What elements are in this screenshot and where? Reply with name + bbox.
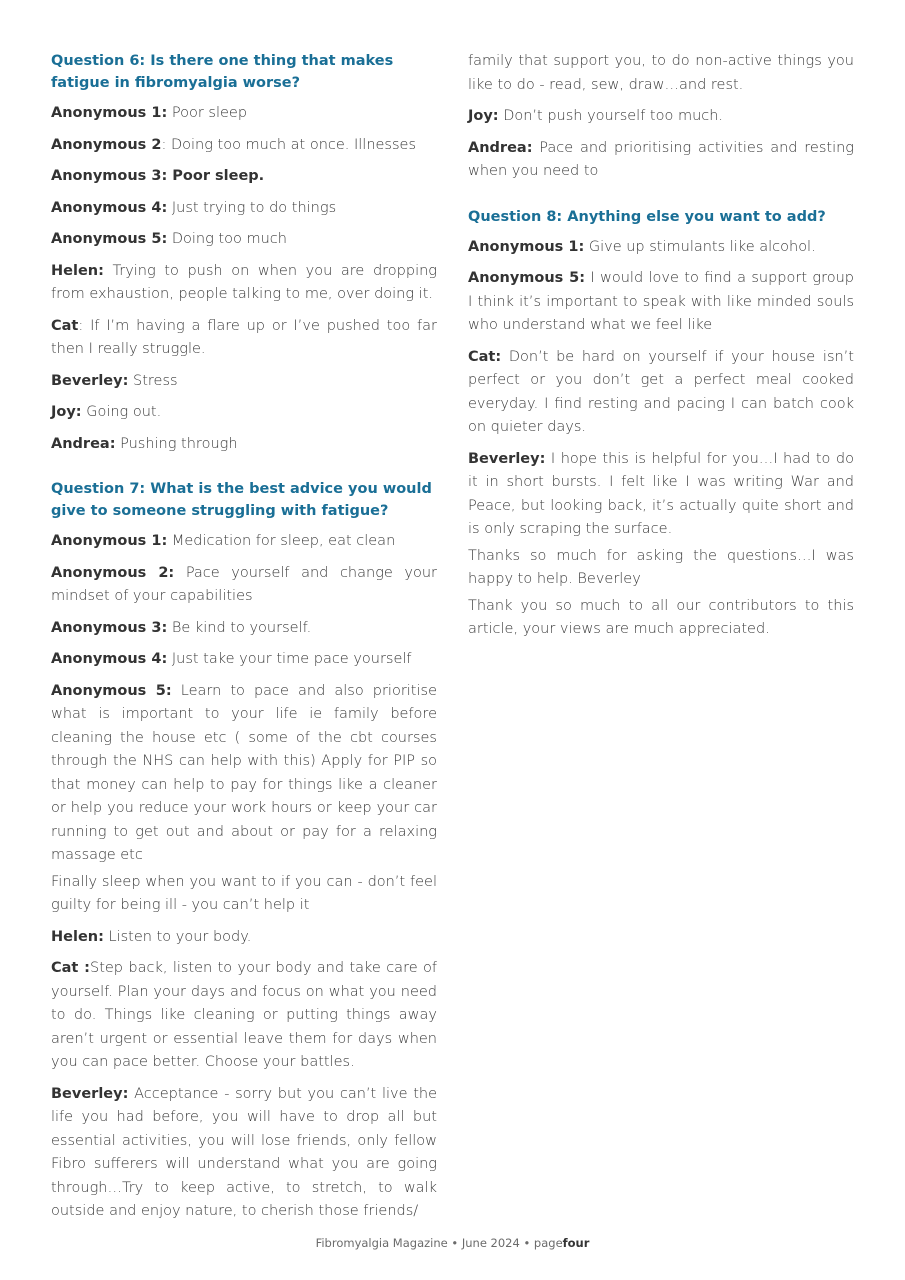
answer-text: Thank you so much to all our contributors to this article, your views are much appreciated.: [468, 597, 854, 637]
respondent-name: Anonymous 4:: [51, 651, 168, 667]
answer-text: Stress: [128, 372, 178, 389]
question-8-heading: Question 8: Anything else you want to add?: [468, 208, 826, 225]
answer-paragraph: [468, 346, 854, 440]
respondent-name: Beverley:: [51, 1085, 129, 1102]
respondent-name: Andrea:: [51, 435, 116, 452]
respondent-name: Beverley:: [468, 450, 546, 467]
question-6-heading: Question 6: Is there one thing that makes fatigue in fibromyalgia worse?: [51, 53, 394, 91]
answer-text: Don’t be hard on yourself if your house isn’t perfect or you don’t get a perfect meal cooked everyday. I find resting and pacing I can batch cook on quieter days.: [468, 348, 854, 435]
answer-text: Just take your time pace yourself: [167, 651, 412, 667]
respondent-name: Helen:: [51, 928, 104, 945]
respondent-name: Beverley:: [51, 372, 129, 389]
answer-text: I hope this is helpful for you…I had to do it in short bursts. I felt like I was writing War and Peace, but looking back, it’s actually quite short and is only scraping the surface.: [468, 450, 854, 537]
answer-text: Step back, listen to your body and take care of yourself. Plan your days and focus on what you need to do. Things like cleaning or putting things away aren’t urgent or essential leave them for days when you can pace better. Choose your battles.: [51, 960, 437, 1070]
answer-text: : Doing too much at once. Illnesses: [161, 136, 417, 153]
answer-paragraph: [51, 315, 437, 362]
answer-paragraph: [51, 401, 437, 425]
respondent-name: Anonymous 5:: [468, 270, 585, 286]
answer-text: Finally sleep when you want to if you can - don’t feel guilty for being ill - you can’t help it: [51, 873, 437, 913]
answer-text: Be kind to yourself.: [167, 619, 312, 636]
answer-paragraph: [468, 267, 854, 338]
answer-paragraph: [51, 648, 437, 672]
answer-text: : If I’m having a flare up or I’ve pushed too far then I really struggle.: [51, 317, 437, 357]
answer-paragraph: [468, 448, 854, 542]
answer-text: Trying to push on when you are dropping from exhaustion, people talking to me, over doing it.: [51, 262, 437, 302]
respondent-name: Anonymous 5:: [51, 682, 172, 699]
answer-paragraph: [51, 433, 437, 457]
respondent-name: Anonymous 4:: [51, 199, 168, 216]
respondent-name: Andrea:: [468, 139, 533, 156]
footer-bullet: •: [451, 1236, 459, 1250]
answer-paragraph: [51, 370, 437, 394]
answer-paragraph: [468, 595, 854, 642]
answer-paragraph: [468, 137, 854, 184]
answer-text: family that support you, to do non-active things you like to do - read, sew, draw…and rest.: [468, 53, 854, 93]
answer-paragraph: [51, 260, 437, 307]
respondent-name: Helen:: [51, 262, 104, 279]
respondent-name: Anonymous 2: [51, 136, 162, 153]
answer-text: Pushing through: [115, 435, 238, 452]
respondent-name: Joy:: [51, 404, 82, 420]
q7-answers-continued: [468, 50, 854, 184]
answer-text: Medication for sleep, eat clean: [167, 533, 396, 549]
left-column: [51, 50, 437, 1232]
answer-text: I would love to find a support group I think it’s important to speak with like minded souls who understand what we feel like: [468, 270, 854, 333]
answer-text: Going out.: [81, 404, 162, 420]
answer-text: Learn to pace and also prioritise what is important to your life ie family before cleaning the house etc ( some of the cbt courses through the NHS can help with this) Apply for PIP so that money can help to pay for things like a cleaner or help you reduce your work hours or keep your car running to get out and about or pay for a relaxing massage etc: [51, 682, 437, 863]
question-7-heading: Question 7: What is the best advice you would give to someone struggling with fatigue?: [51, 481, 432, 519]
answer-paragraph: [51, 102, 437, 126]
issue-date: June 2024: [461, 1236, 520, 1250]
magazine-name: Fibromyalgia Magazine: [315, 1236, 448, 1250]
answer-paragraph: [468, 236, 854, 260]
right-column: [468, 50, 854, 650]
answer-text: Doing too much: [167, 231, 287, 247]
answer-text: Give up stimulants like alcohol.: [584, 238, 816, 255]
respondent-name: Cat: [51, 317, 79, 334]
answer-text: Poor sleep: [167, 105, 248, 121]
answer-text: Thanks so much for asking the questions…I was happy to help. Beverley: [468, 547, 854, 587]
respondent-name: Anonymous 1:: [51, 533, 168, 549]
answer-paragraph: [51, 680, 437, 868]
answer-paragraph: [51, 134, 437, 158]
answer-paragraph: [51, 228, 437, 252]
answer-paragraph: [51, 530, 437, 554]
answer-paragraph: [51, 165, 437, 189]
respondent-name: Anonymous 5:: [51, 231, 168, 247]
q6-answers: [51, 102, 437, 456]
answer-text: Listen to your body.: [103, 928, 252, 945]
answer-paragraph: [468, 545, 854, 592]
q8-answers: [468, 236, 854, 642]
page-footer: [0, 1236, 905, 1250]
respondent-name: Anonymous 3:: [51, 619, 168, 636]
answer-text: Just trying to do things: [167, 199, 337, 216]
respondent-name: Cat :: [51, 960, 90, 976]
answer-text: Don’t push yourself too much.: [498, 108, 724, 124]
answer-paragraph: [51, 197, 437, 221]
respondent-name: Cat:: [468, 348, 502, 365]
respondent-name: Anonymous 3: Poor sleep.: [51, 168, 265, 184]
answer-paragraph: [51, 871, 437, 918]
respondent-name: Joy:: [468, 108, 499, 124]
q7-answers: [51, 530, 437, 1224]
answer-text: Acceptance - sorry but you can’t live the life you had before, you will have to drop all but essential activities, you will lose friends, only fellow Fibro sufferers will understand what you are going through…Try to keep active, to stretch, to walk outside and enjoy nature, to cherish those friends/: [51, 1085, 437, 1219]
answer-paragraph: [468, 105, 854, 129]
answer-paragraph: [51, 926, 437, 950]
answer-paragraph: [51, 1083, 437, 1224]
footer-bullet: •: [523, 1236, 531, 1250]
answer-paragraph: [51, 957, 437, 1075]
respondent-name: Anonymous 2:: [51, 564, 175, 581]
respondent-name: Anonymous 1:: [51, 105, 168, 121]
answer-text: Pace yourself and change your mindset of your capabilities: [51, 564, 438, 604]
answer-paragraph: [51, 617, 437, 641]
page-number: pagefour: [533, 1236, 590, 1250]
answer-paragraph: [51, 562, 437, 609]
answer-paragraph: [468, 50, 854, 97]
answer-text: Pace and prioritising activities and resting when you need to: [468, 139, 854, 179]
respondent-name: Anonymous 1:: [468, 238, 585, 255]
